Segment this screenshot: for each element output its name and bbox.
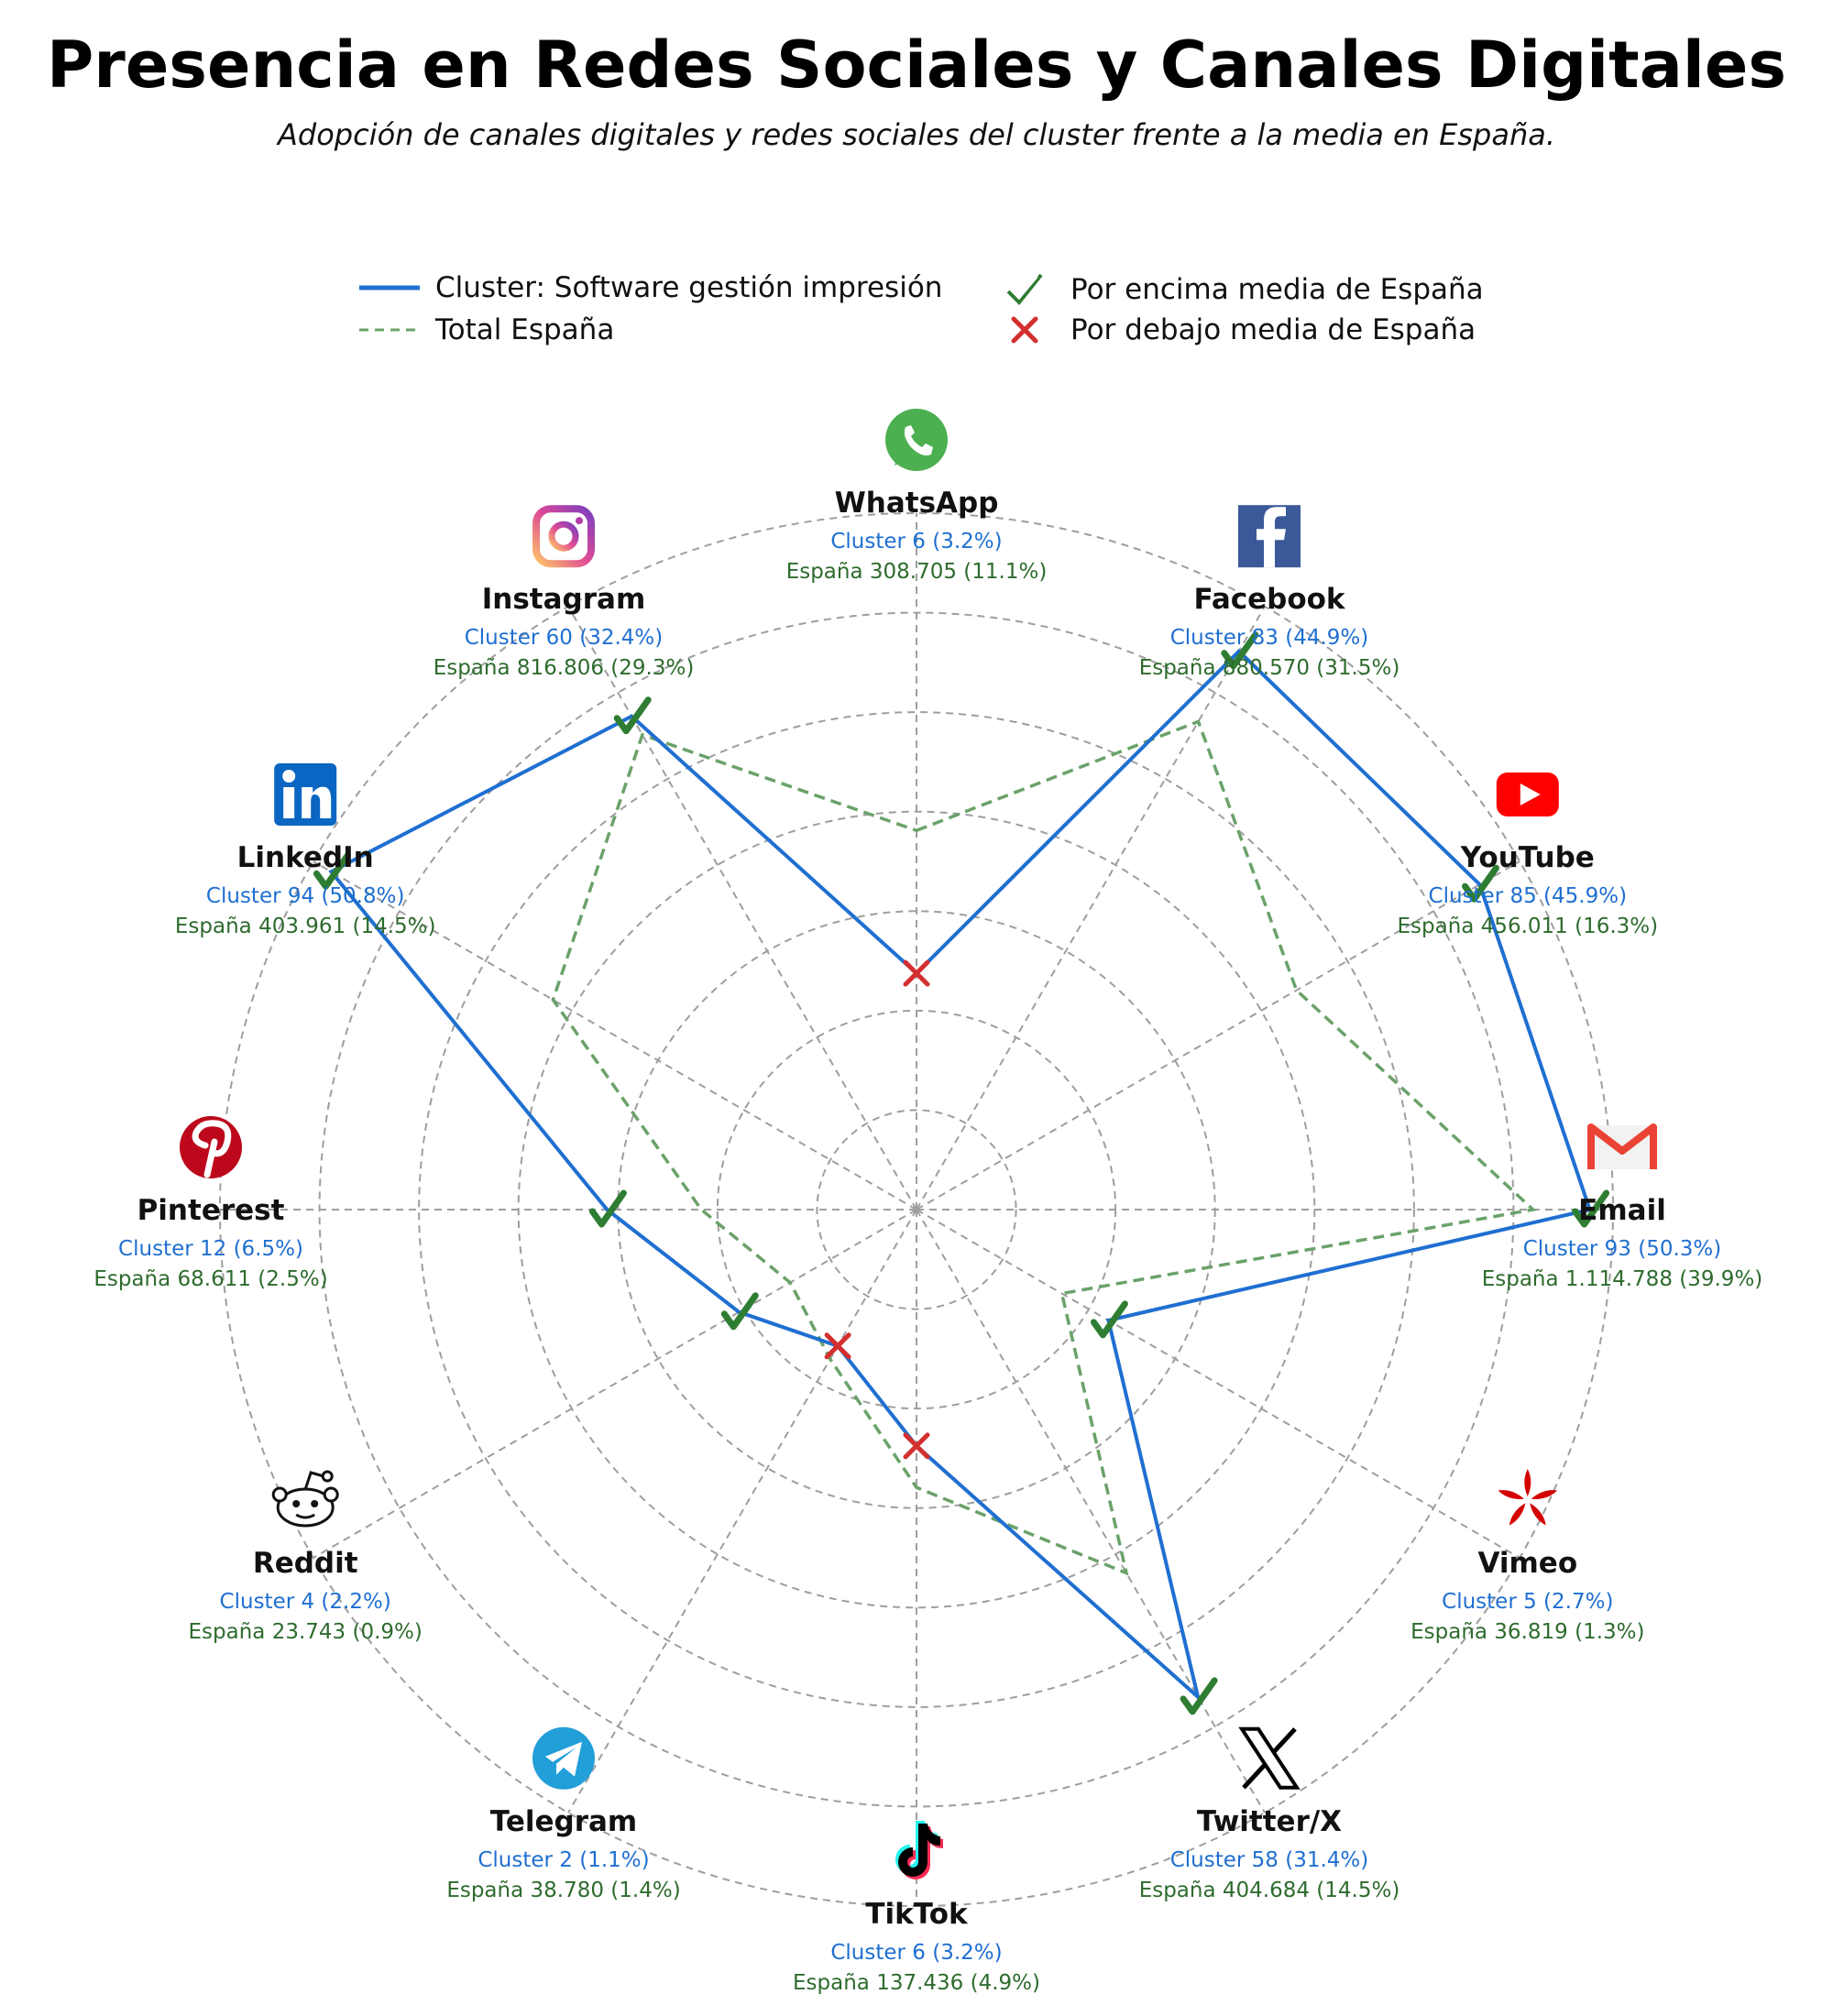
reddit-icon <box>273 1472 337 1526</box>
cluster-value-label: Cluster 93 (50.3%) <box>1522 1237 1722 1261</box>
grid-spoke <box>313 861 916 1210</box>
cluster-value-label: Cluster 5 (2.7%) <box>1442 1590 1614 1614</box>
legend-label-above: Por encima media de España <box>1070 273 1484 306</box>
cluster-value-label: Cluster 58 (31.4%) <box>1169 1847 1369 1872</box>
cluster-value-label: Cluster 2 (1.1%) <box>477 1847 650 1872</box>
grid-spoke <box>313 1210 916 1558</box>
grid-spoke <box>568 607 916 1210</box>
whatsapp-icon <box>885 409 948 471</box>
cluster-value-label: Cluster 85 (45.9%) <box>1428 884 1628 908</box>
email-icon <box>1591 1125 1653 1169</box>
grid-spoke <box>916 861 1520 1210</box>
tiktok-icon <box>895 1821 943 1879</box>
category-label-telegram: Telegram <box>489 1804 638 1838</box>
vimeo-icon <box>1497 1469 1558 1528</box>
below-marker <box>827 1335 849 1357</box>
spain-value-label: España 68.611 (2.5%) <box>93 1267 328 1291</box>
grid-spoke <box>916 1210 1520 1558</box>
cluster-value-label: Cluster 83 (44.9%) <box>1169 626 1369 651</box>
facebook-icon <box>1238 505 1301 567</box>
spain-value-label: España 403.961 (14.5%) <box>174 915 436 938</box>
category-label-youtube: YouTube <box>1460 841 1595 874</box>
category-label-whatsapp: WhatsApp <box>834 487 999 520</box>
linkedin-icon <box>274 763 336 826</box>
category-label-twitter-x: Twitter/X <box>1196 1804 1343 1838</box>
spain-value-label: España 1.114.788 (39.9%) <box>1481 1267 1763 1291</box>
cluster-value-label: Cluster 4 (2.2%) <box>219 1590 391 1614</box>
instagram-icon <box>536 509 591 564</box>
cluster-value-label: Cluster 60 (32.4%) <box>464 626 664 651</box>
category-label-linkedin: LinkedIn <box>236 841 374 874</box>
spain-value-label: España 36.819 (1.3%) <box>1410 1620 1645 1644</box>
spain-value-label: España 456.011 (16.3%) <box>1397 915 1659 938</box>
telegram-icon <box>532 1727 595 1790</box>
grid-spoke <box>916 607 1265 1210</box>
spain-value-label: España 137.436 (4.9%) <box>793 1971 1040 1995</box>
legend-label-below: Por debajo media de España <box>1070 313 1476 346</box>
category-label-email: Email <box>1578 1194 1666 1227</box>
cluster-value-label: Cluster 6 (3.2%) <box>830 530 1003 553</box>
category-label-instagram: Instagram <box>481 583 646 617</box>
category-label-tiktok: TikTok <box>865 1898 968 1931</box>
pinterest-icon <box>180 1116 242 1178</box>
radar-grid <box>220 513 1613 1906</box>
legend-label-cluster: Cluster: Software gestión impresión <box>435 271 943 304</box>
cluster-value-label: Cluster 12 (6.5%) <box>118 1237 303 1261</box>
category-label-reddit: Reddit <box>252 1547 358 1580</box>
page-title: Presencia en Redes Sociales y Canales Digitales <box>47 27 1786 103</box>
youtube-icon <box>1497 772 1559 816</box>
grid-spoke <box>916 1210 1265 1813</box>
spain-value-label: España 38.780 (1.4%) <box>446 1878 681 1902</box>
spain-value-label: España 23.743 (0.9%) <box>188 1620 423 1644</box>
category-label-facebook: Facebook <box>1193 583 1345 617</box>
category-label-pinterest: Pinterest <box>137 1194 285 1227</box>
spain-value-label: España 404.684 (14.5%) <box>1138 1878 1400 1902</box>
cluster-value-label: Cluster 6 (3.2%) <box>830 1941 1003 1965</box>
twitter-x-icon <box>1242 1729 1297 1788</box>
legend-label-spain: Total España <box>435 313 615 346</box>
grid-spoke <box>568 1210 916 1813</box>
category-label-vimeo: Vimeo <box>1477 1547 1578 1580</box>
spain-value-label: España 308.705 (11.1%) <box>785 560 1048 584</box>
spain-value-label: España 816.806 (29.3%) <box>433 656 695 681</box>
spain-value-label: España 880.570 (31.5%) <box>1138 656 1400 681</box>
page-subtitle: Adopción de canales digitales y redes sociales del cluster frente a la media en España. <box>277 117 1555 152</box>
cluster-value-label: Cluster 94 (50.8%) <box>205 884 405 908</box>
